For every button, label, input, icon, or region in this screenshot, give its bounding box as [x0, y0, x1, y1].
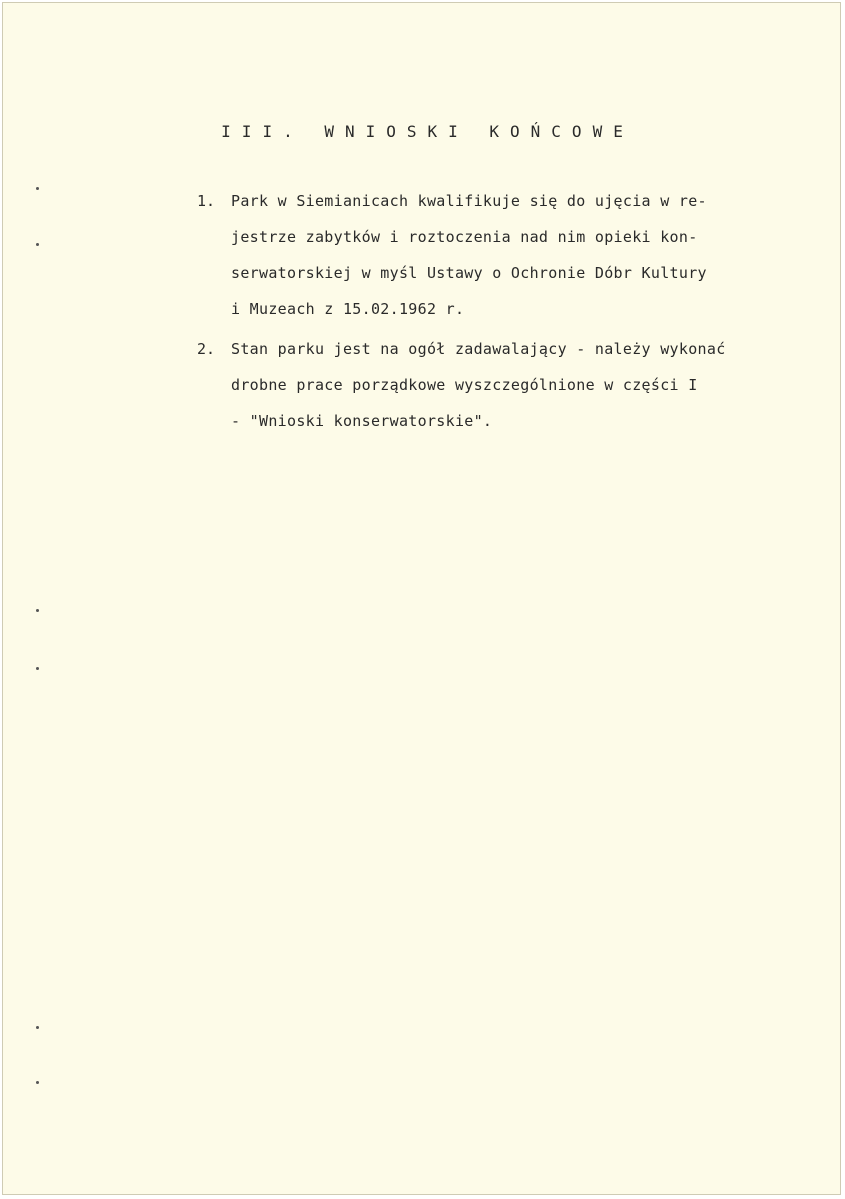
margin-speck — [36, 667, 39, 670]
item-text-line: serwatorskiej w myśl Ustawy o Ochronie Dóbr Kultury — [231, 264, 707, 282]
list-item — [197, 183, 777, 327]
margin-speck — [36, 1026, 39, 1029]
margin-speck — [36, 187, 39, 190]
item-text-line: Stan parku jest na ogół zadawalający - należy wykonać — [231, 340, 726, 358]
item-text-line: jestrze zabytków i roztoczenia nad nim opieki kon- — [231, 228, 698, 246]
item-number: 2. — [197, 340, 216, 358]
item-text-line: i Muzeach z 15.02.1962 r. — [231, 300, 465, 318]
item-number: 1. — [197, 192, 216, 210]
margin-speck — [36, 609, 39, 612]
document-page — [2, 2, 841, 1195]
item-text-line: drobne prace porządkowe wyszczególnione w części I — [231, 376, 698, 394]
list-item — [197, 331, 777, 439]
margin-speck — [36, 1081, 39, 1084]
section-heading: III. WNIOSKI KOŃCOWE — [221, 122, 634, 141]
margin-speck — [36, 243, 39, 246]
item-text-line: - "Wnioski konserwatorskie". — [231, 412, 493, 430]
item-text-line: Park w Siemianicach kwalifikuje się do ujęcia w re- — [231, 192, 707, 210]
